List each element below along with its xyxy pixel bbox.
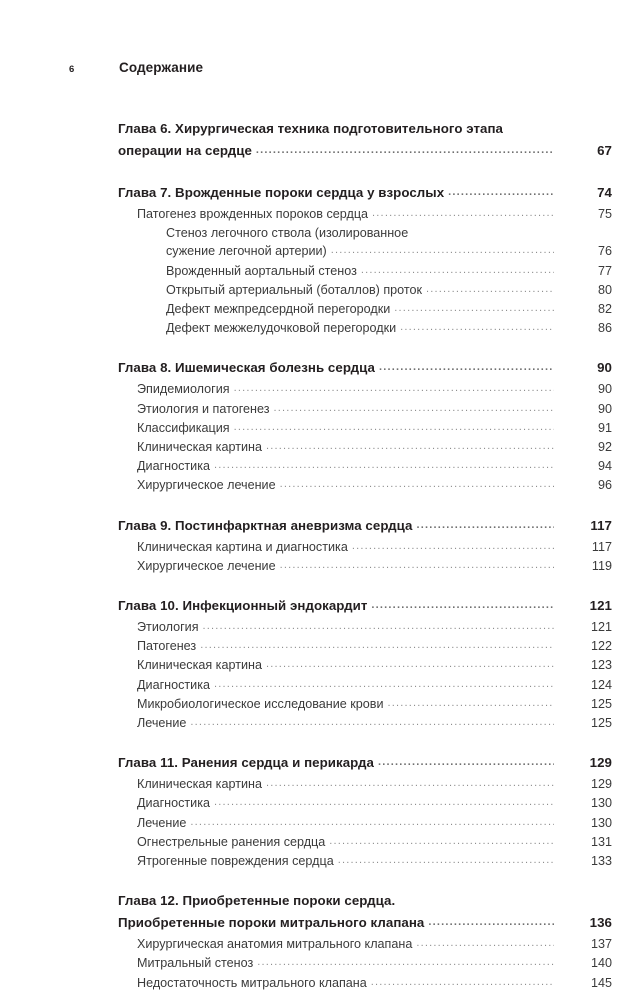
toc-dot-leader [416,514,554,536]
toc-page-number: 125 [590,716,612,731]
page-folio-number: 6 [69,64,75,75]
toc-section-entry[interactable] [0,935,644,954]
toc-entry-label: Клиническая картина [137,440,262,455]
toc-section-entry[interactable] [0,262,644,281]
toc-entry-label: Диагностика [137,796,211,811]
toc-dot-leader [352,537,554,555]
toc-dot-leader [361,261,554,279]
toc-entry-label: Лечение [137,716,187,731]
toc-entry-label: Патогенез врожденных пороков сердца [137,207,369,221]
toc-group [0,357,644,495]
toc-section-entry[interactable] [0,775,644,794]
toc-section-entry[interactable] [0,281,644,300]
toc-page-number: 121 [589,598,612,614]
toc-group [0,118,644,163]
toc-section-entry[interactable] [0,618,644,637]
toc-page-number: 86 [597,321,612,336]
toc-page-number: 123 [590,658,612,673]
toc-page-number: 67 [597,143,612,158]
toc-section-entry[interactable] [0,954,644,973]
toc-entry-label: Эпидемиология [137,382,230,397]
toc-dot-leader [280,475,554,493]
toc-section-entry[interactable] [0,852,644,871]
toc-section-entry[interactable] [0,833,644,852]
toc-chapter-entry[interactable] [0,595,644,618]
toc-entry-label: Глава 7. Врожденные пороки сердца у взрослых [118,185,445,200]
toc-group [0,752,644,871]
toc-page-number: 90 [597,401,612,416]
toc-dot-leader [426,280,554,298]
toc-entry-label: Диагностика [137,677,211,692]
toc-dot-leader [372,204,554,222]
toc-page-number: 131 [590,834,612,849]
toc-page-number: 121 [590,620,612,635]
toc-section-entry[interactable] [0,714,644,733]
toc-chapter-entry[interactable] [0,515,644,538]
toc-page-number: 90 [597,382,612,397]
toc-page-number: 80 [597,282,612,297]
toc-dot-leader [214,793,554,811]
toc-page-number: 94 [597,459,612,474]
toc-page-number: 96 [597,478,612,493]
toc-page-number: 90 [597,360,612,376]
toc-entry-label: Глава 12. Приобретенные пороки сердца. [118,893,396,909]
toc-dot-leader [416,934,554,952]
toc-section-entry[interactable] [0,656,644,675]
toc-page-number: 137 [590,937,612,952]
toc-entry-label: сужение легочной артерии) [166,244,327,259]
toc-dot-leader [214,456,554,474]
toc-page-number: 82 [597,302,612,317]
toc-dot-leader [234,418,554,436]
toc-dot-leader [400,318,554,336]
toc-page-number: 76 [597,244,612,259]
toc-entry-label: Этиология и патогенез [137,401,270,416]
toc-dot-leader [379,356,554,378]
toc-dot-leader [266,774,554,792]
toc-dot-leader [280,556,554,574]
toc-section-entry[interactable] [0,557,644,576]
toc-dot-leader [266,437,554,455]
toc-section-entry[interactable] [0,205,644,224]
toc-entry-label: Этиология [137,620,199,635]
toc-page-number: 122 [590,639,612,654]
toc-entry-label: Классификация [137,420,230,435]
toc-dot-leader [200,636,554,654]
toc-dot-leader [214,675,554,693]
toc-chapter-entry[interactable] [0,912,644,935]
toc-page-number: 133 [590,854,612,869]
toc-page-number: 129 [590,777,612,792]
toc-page-number: 77 [597,263,612,278]
toc-dot-leader [394,299,554,317]
toc-section-entry[interactable] [0,419,644,438]
toc-page-number: 140 [590,956,612,971]
toc-group [0,182,644,338]
toc-dot-leader [190,713,554,731]
toc-entry-label: Недостаточность митрального клапана [137,975,367,990]
toc-chapter-entry[interactable] [0,118,644,140]
toc-dot-leader [329,832,554,850]
toc-section-entry[interactable] [0,476,644,495]
toc-entry-label: Диагностика [137,459,211,474]
toc-section-entry[interactable] [0,319,644,338]
toc-page-number: 130 [590,796,612,811]
toc-dot-leader [256,139,554,161]
toc-entry-label: Микробиологическое исследование крови [137,696,384,711]
toc-chapter-entry[interactable] [0,182,644,205]
toc-page-number: 117 [590,517,612,533]
toc-entry-label: Глава 6. Хирургическая техника подготовительного этапа [118,121,503,136]
toc-entry-label: Клиническая картина и диагностика [137,539,348,554]
toc-entry-label: Огнестрельные ранения сердца [137,834,326,849]
toc-section-entry[interactable] [0,794,644,813]
toc-section-entry[interactable] [0,380,644,399]
toc-section-entry[interactable] [0,457,644,476]
toc-page-number: 91 [597,420,612,435]
toc-dot-leader [388,694,554,712]
toc-dot-leader [338,851,554,869]
table-of-contents [0,118,644,993]
toc-page-number: 74 [597,185,612,200]
toc-dot-leader [448,181,554,203]
toc-chapter-entry[interactable] [0,357,644,380]
toc-entry-label: Глава 8. Ишемическая болезнь сердца [118,360,375,376]
toc-section-entry[interactable] [0,300,644,319]
toc-section-entry[interactable] [0,438,644,457]
toc-entry-label: Дефект межпредсердной перегородки [166,302,391,317]
toc-dot-leader [234,379,554,397]
toc-entry-label: Митральный стеноз [137,956,254,971]
toc-entry-label: Лечение [137,815,187,830]
toc-entry-label: Врожденный аортальный стеноз [166,263,357,278]
toc-dot-leader [266,655,554,673]
toc-entry-label: Клиническая картина [137,658,262,673]
toc-entry-label: Дефект межжелудочковой перегородки [166,321,397,336]
toc-page-number: 117 [591,539,612,554]
toc-page-number: 145 [590,975,612,990]
running-head [0,60,644,84]
toc-group [0,595,644,733]
toc-entry-label: Ятрогенные повреждения сердца [137,854,334,869]
toc-page-number: 130 [590,815,612,830]
toc-section-entry[interactable] [0,242,644,261]
toc-entry-label: Стеноз легочного ствола (изолированное [166,226,409,241]
toc-group [0,515,644,576]
toc-entry-label: Приобретенные пороки митрального клапана [118,915,425,931]
toc-section-entry[interactable] [0,676,644,695]
toc-dot-leader [378,751,554,773]
toc-entry-label: Глава 10. Инфекционный эндокардит [118,598,368,614]
toc-page-number: 119 [591,558,612,573]
toc-section-entry[interactable] [0,814,644,833]
toc-entry-label: операции на сердце [118,143,252,158]
toc-entry-label: Патогенез [137,639,197,654]
toc-dot-leader [274,399,554,417]
toc-chapter-entry[interactable] [0,890,644,912]
toc-dot-leader [371,973,554,991]
toc-dot-leader [203,617,554,635]
toc-group [0,890,644,993]
toc-dot-leader [331,241,554,259]
toc-page-number: 92 [597,440,612,455]
toc-entry-label: Глава 9. Постинфарктная аневризма сердца [118,517,413,533]
toc-page-number: 129 [589,755,612,771]
toc-section-entry[interactable] [0,637,644,656]
toc-section-entry[interactable] [0,974,644,993]
toc-entry-label: Хирургическая анатомия митрального клапана [137,937,413,952]
toc-page-number: 124 [590,677,612,692]
toc-page-number: 75 [597,207,612,221]
toc-entry-label: Глава 11. Ранения сердца и перикарда [118,755,374,771]
toc-chapter-entry[interactable] [0,752,644,775]
toc-dot-leader [371,594,554,616]
toc-section-entry[interactable] [0,224,644,242]
toc-entry-label: Клиническая картина [137,777,262,792]
toc-section-entry[interactable] [0,400,644,419]
toc-page-number: 136 [589,915,612,931]
toc-dot-leader [428,911,554,933]
page-title: Содержание [119,60,204,75]
toc-dot-leader [190,813,554,831]
toc-chapter-entry[interactable] [0,140,644,163]
toc-section-entry[interactable] [0,538,644,557]
toc-entry-label: Открытый артериальный (боталлов) проток [166,282,423,297]
toc-dot-leader [257,953,554,971]
toc-entry-label: Хирургическое лечение [137,558,276,573]
toc-page-number: 125 [590,696,612,711]
toc-section-entry[interactable] [0,695,644,714]
toc-entry-label: Хирургическое лечение [137,478,276,493]
